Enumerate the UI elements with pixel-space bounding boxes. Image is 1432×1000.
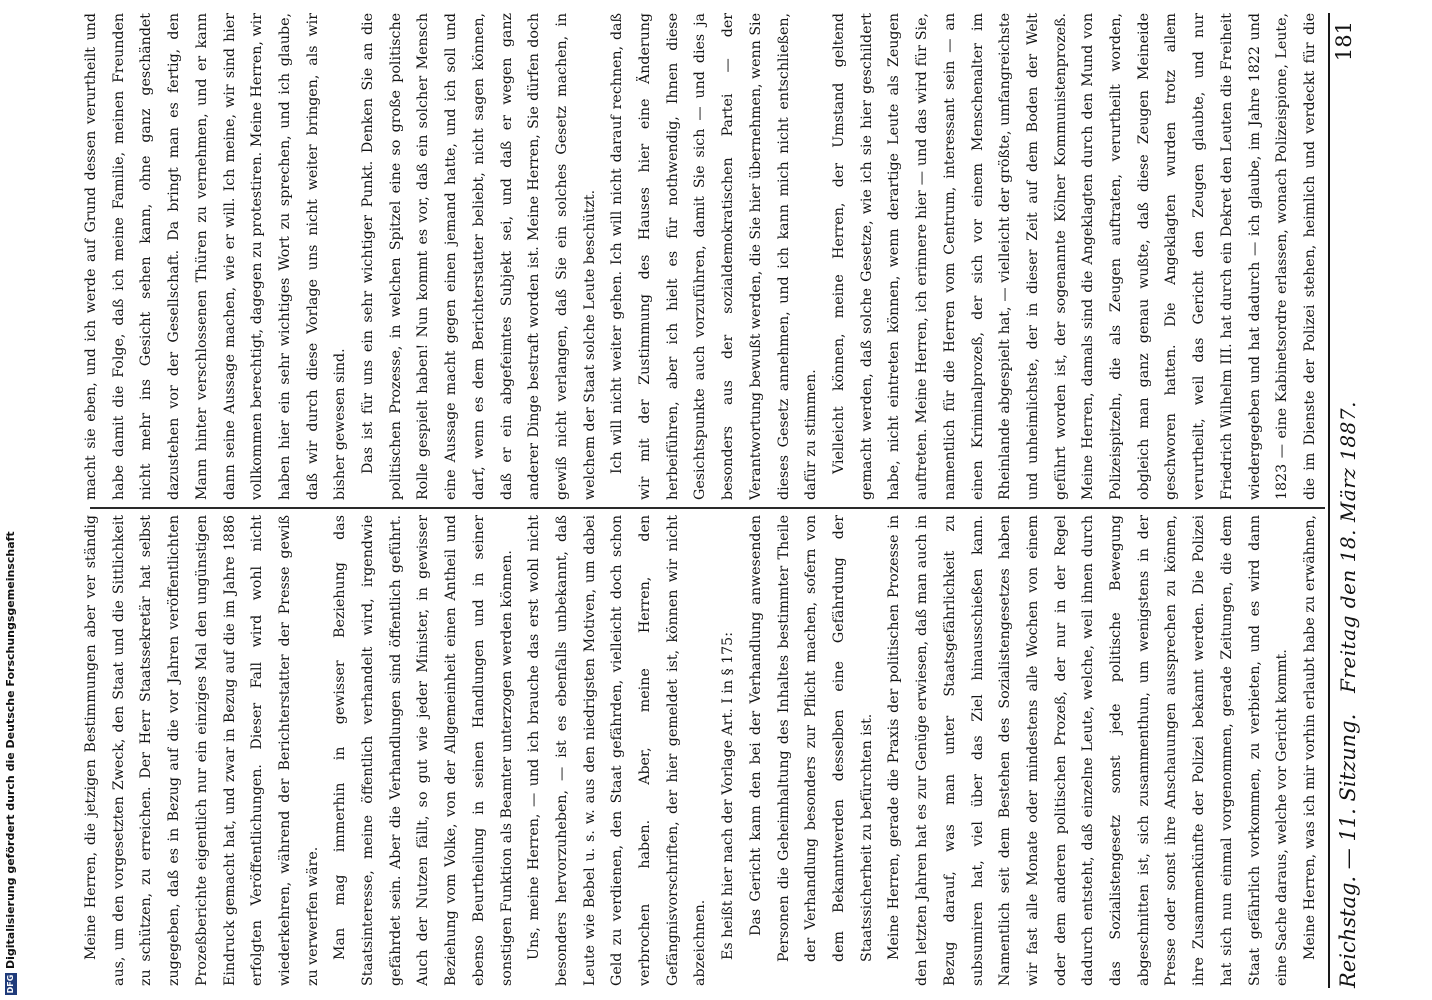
paragraph: Vielleicht können, meine Herren, der Umstand geltend gemacht werden, daß solche Gesetze, wie ich sie hier geschildert habe, nicht eintreten können, wenn derartige Leute als Zeugen auftreten. Meine Herren, ich erinnere hier — und das wird für Sie, namentlich für die Herren vom Centrum, interessant sein — an einen Kriminalprozeß, der sich vor einem Menschenalter im Rheinlande abgespielt hat, — vielleicht der größte, umfangreichste und unheimlichste, der in dieser Zeit auf dem Boden der Welt geführt worden ist, der sogenannte Kölner Kommunistenprozeß. Meine Herren, damals sind die Angeklagten durch den Mund von Polizeispitzeln, die als Zeugen auftraten, verurtheilt worden, obgleich man ganz genau wußte, daß diese Zeugen Meineide geschworen hatten. Die Angeklagten wurden trotz allem verurtheilt, weil das Gericht den Zeugen glaubte, und nur Friedrich Wilhelm III. hat durch ein Dekret den Leuten die Freiheit wiedergegeben und hat dadurch — ich glaube, im Jahre 1822 und 1823 — eine Kabinetsordre erlassen, wonach Polizeispione, Leute, die im Dienste der Polizei stehen, heimlich und verdeckt für die xyxy=(830,13,1318,500)
header-date: Freitag den 18. März 1887. xyxy=(1336,401,1360,693)
paragraph: Uns, meine Herren, — und ich brauche das erst wohl nicht besonders hervorzuheben, — ist es ebenfalls unbekannt, daß Leute wie Bebel u. s. w. aus den niedrigsten Motiven, um dabei Geld zu verdienen, den Staat gefährden, vielleicht doch schon verbrochen haben. Aber, meine Herren, den Gefängnisvorschriften, der hier gemeldet ist, können wir nicht abzeichnen. xyxy=(526,515,709,986)
paragraph: Meine Herren, die jetzigen Bestimmungen aber ver ständig aus, um den vorgesetzten Zweck, den Staat und die Sittlichkeit zu schützen, zu erreichen. Der Herr Staatssekretär hat selbst zugegeben, daß es in Bezug auf die vor Jahren veröffentlichten Prozeßberichte eigentlich nur ein einziges Mal den ungünstigen Eindruck gemacht hat, und zwar in Bezug auf die im Jahre 1886 erfolgten Veröffentlichungen. Dieser Fall wird wohl nicht wiederkehren, während der Berichterstatter der Presse gewiß zu verwerfen wäre. xyxy=(83,515,321,986)
header-session: Reichstag. — 11. Sitzung. xyxy=(1336,713,1360,988)
paragraph: Man mag immerhin in gewisser Beziehung das Staatsinteresse, meine öffentlich verhandelt wird, irgendwie gefährdet sein. Aber die Verhandlungen sind öffentlich geführt. Auch der Nutzen fällt, so gut wie jeder Minister, in gewisser Beziehung vom Volke, von der Allgemeinheit einen Antheil und ebenso Beurtheilung in seinen Handlungen und in seiner sonstigen Funktion als Beamter unterzogen werden können. xyxy=(332,515,515,986)
right-column xyxy=(78,13,1323,500)
paragraph: Meine Herren, gerade die Praxis der politischen Prozesse in den letzten Jahren hat es zur Genüge erwiesen, daß man auch in Bezug darauf, was man unter Staatsgefährlichkeit zu subsumiren hat, viel über das Ziel hinausschießen kann. Namentlich seit dem Bestehen des Sozialistengesetzes haben wir fast alle Monate oder mindestens alle Wochen von einem oder dem anderen politischen Prozeß, der nur in der Regel dadurch entsteht, daß einzelne Leute, welche, weil ihnen durch das Sozialistengesetz sonst jede politische Bewegung abgeschnitten ist, sich zusammenthun, um wenigstens in der Presse oder sonst ihre Anschauungen aussprechen zu können, ihre Zusammenkünfte der Polizei bekannt werden. Die Polizei hat sich nun einmal vorgenommen, gerade Zeitungen, die dem Staat gefährlich vorkommen, zu verbieten, und es wird dann eine Sache daraus, welche vor Gericht kommt. xyxy=(886,515,1291,986)
paragraph: macht sie eben, und ich werde auf Grund dessen verurtheilt und habe damit die Folge, daß ich meine Familie, meinen Freunden nicht mehr ins Gesicht sehen kann, ohne ganz geschändet dazustehen vor der Gesellschaft. Da bringt man es fertig, den Mann hinter verschlossenen Thüren zu vernehmen, und er kann dann seine Aussage machen, wie er will. Ich meine, wir sind hier vollkommen berechtigt, dagegen zu protestiren. Meine Herren, wir haben hier ein sehr wichtiges Wort zu sprechen, und ich glaube, daß wir durch diese Vorlage uns nicht weiter bringen, als wir bisher gewesen sind. xyxy=(83,13,349,500)
page-header xyxy=(1330,13,1370,988)
column-divider xyxy=(90,507,1325,509)
digitization-credit xyxy=(4,531,17,995)
digitization-credit-strip xyxy=(0,0,18,1000)
digitization-credit-text: Digitalisierung gefördert durch die Deutsche Forschungsgemeinschaft xyxy=(4,531,17,969)
paragraph: Das ist für uns ein sehr wichtiger Punkt. Denken Sie an die politischen Prozesse, in welchen Spitzel eine so große politische Rolle gespielt haben! Nun kommt es vor, daß ein solcher Mensch eine Aussage macht gegen einen jemand hatte, und ich soll und darf, wenn es dem Berichterstatter beliebt, nicht sagen können, daß er ein abgefeimtes Subjekt sei, und daß er wegen ganz anderer Dinge bestraft worden ist. Meine Herren, Sie dürfen doch gewiß nicht verlangen, daß Sie ein solches Gesetz machen, in welchem der Staat solche Leute beschützt. xyxy=(360,13,598,500)
paragraph: Ich will nicht weiter gehen. Ich will nicht darauf rechnen, daß wir mit der Zustimmung des Hauses hier eine Änderung herbeiführen, aber ich hielt es für nothwendig, Ihnen diese Gesichtspunkte auch vorzuführen, damit Sie sich — und dies ja besonders aus der sozialdemokratischen Partei — der Verantwortung bewußt werden, die Sie hier übernehmen, wenn Sie dieses Gesetz annehmen, und ich kann mich nicht entschließen, dafür zu stimmen. xyxy=(609,13,820,500)
dfg-logo-icon: DFG xyxy=(6,974,15,994)
paragraph: Es heißt hier nach der Vorlage Art. I in § 175: xyxy=(720,632,737,960)
header-rule xyxy=(1328,13,1330,988)
quoted-paragraph: Das Gericht kann den bei der Verhandlung anwesenden Personen die Geheimhaltung des Inhaltes bestimmter Theile der Verhandlung besonders zur Pflicht machen, sofern von dem Bekanntwerden desselben eine Gefährdung der Staatssicherheit zu befürchten ist. xyxy=(747,515,875,962)
page-number: 181 xyxy=(1332,21,1356,62)
paragraph: Meine Herren, was ich mir vorhin erlaubt habe zu erwähnen, xyxy=(1301,515,1318,960)
left-column xyxy=(78,515,1323,986)
